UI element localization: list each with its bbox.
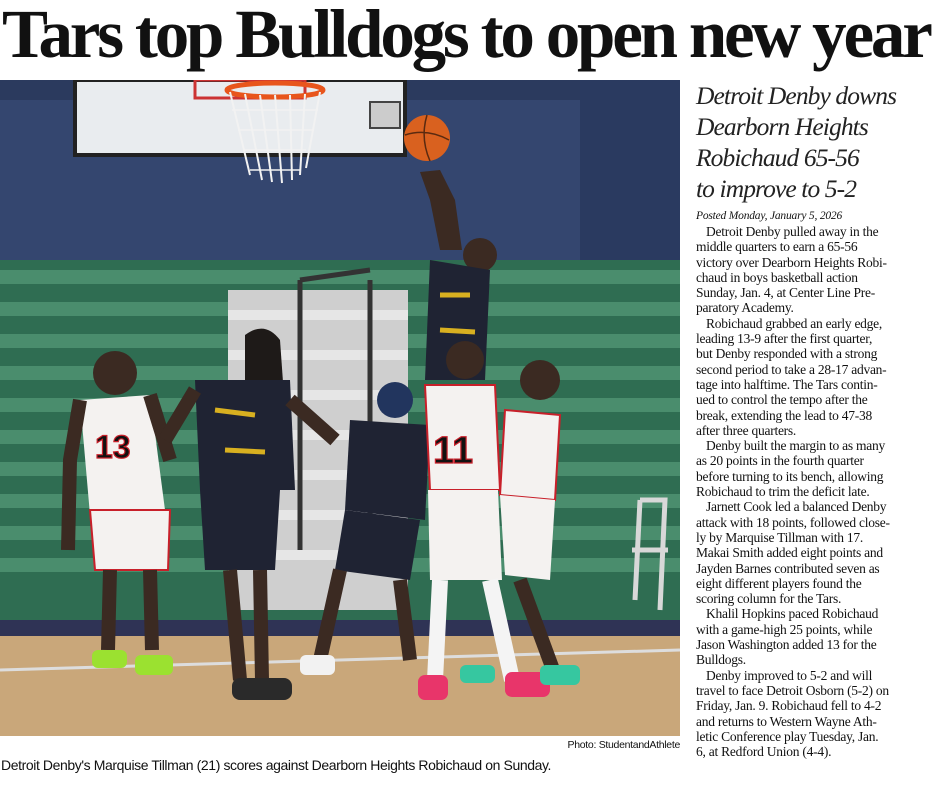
jersey-number-11: 11 xyxy=(433,430,474,472)
article-line: Jarnett Cook led a balanced Denby xyxy=(706,499,887,515)
article-line: but Denby responded with a strong xyxy=(696,346,878,362)
deck-line: Detroit Denby downs xyxy=(696,81,897,110)
photo-caption: Detroit Denby's Marquise Tillman (21) scores against Dearborn Heights Robichaud on Sunday. xyxy=(1,757,552,773)
article-line: paratory Academy. xyxy=(696,300,794,316)
article-line: victory over Dearborn Heights Robi- xyxy=(696,254,887,270)
article-line: leading 13-9 after the first quarter, xyxy=(696,331,873,347)
article-line: Jayden Barnes contributed seven as xyxy=(696,560,880,576)
article-line: Detroit Denby pulled away in the xyxy=(706,224,879,239)
photo-credit: Photo: StudentandAthlete xyxy=(567,739,680,751)
article-line: ly by Marquise Tillman with 17. xyxy=(696,529,864,545)
article-line: break, extending the lead to 47-38 xyxy=(696,407,872,423)
article-line: Makai Smith added eight points and xyxy=(696,545,883,561)
deck-line: Dearborn Heights xyxy=(696,112,868,141)
article-line: chaud in boys basketball action xyxy=(696,269,858,285)
article-line: Jason Washington added 13 for the xyxy=(696,637,877,653)
article-line: middle quarters to earn a 65-56 xyxy=(696,239,858,255)
posted-date: Posted Monday, January 5, 2026 xyxy=(696,210,843,222)
headline: Tars top Bulldogs to open new year xyxy=(2,0,930,72)
jersey-number-13: 13 xyxy=(95,429,131,465)
article-line: travel to face Detroit Osborn (5-2) on xyxy=(696,682,889,698)
article-line: second period to take a 28-17 advan- xyxy=(696,361,887,377)
article-line: Sunday, Jan. 4, at Center Line Pre- xyxy=(696,285,875,301)
article-line: after three quarters. xyxy=(696,422,797,438)
article-line: Robichaud grabbed an early edge, xyxy=(706,315,883,331)
article-line: eight different players found the xyxy=(696,575,862,591)
article-line: Robichaud to trim the deficit late. xyxy=(696,484,870,500)
article-line: Denby improved to 5-2 and will xyxy=(706,667,873,683)
article-line: 6, at Redford Union (4-4). xyxy=(696,744,832,760)
game-photo-illustration xyxy=(0,80,680,736)
article-line: and returns to Western Wayne Ath- xyxy=(696,713,877,729)
article-line: Bulldogs. xyxy=(696,652,746,668)
deck-line: to improve to 5-2 xyxy=(696,174,857,203)
deck-line: Robichaud 65-56 xyxy=(696,143,859,172)
article-line: tage into halftime. The Tars contin- xyxy=(696,376,878,392)
article-line: Friday, Jan. 9. Robichaud fell to 4-2 xyxy=(696,698,882,714)
article-line: scoring column for the Tars. xyxy=(696,591,842,607)
article-line: as 20 points in the fourth quarter xyxy=(696,453,864,469)
article-line: before turning to its bench, allowing xyxy=(696,468,884,484)
article-line: Denby built the margin to as many xyxy=(706,438,885,454)
game-photo xyxy=(0,80,680,736)
article-line: Khalil Hopkins paced Robichaud xyxy=(706,606,879,622)
article-line: ued to control the tempo after the xyxy=(696,392,868,408)
deck-subheadline xyxy=(696,80,936,204)
article-body xyxy=(696,224,936,759)
article-line: attack with 18 points, followed close- xyxy=(696,514,890,530)
article-line: letic Conference play Tuesday, Jan. xyxy=(696,728,879,744)
article-line: with a game-high 25 points, while xyxy=(696,621,873,637)
